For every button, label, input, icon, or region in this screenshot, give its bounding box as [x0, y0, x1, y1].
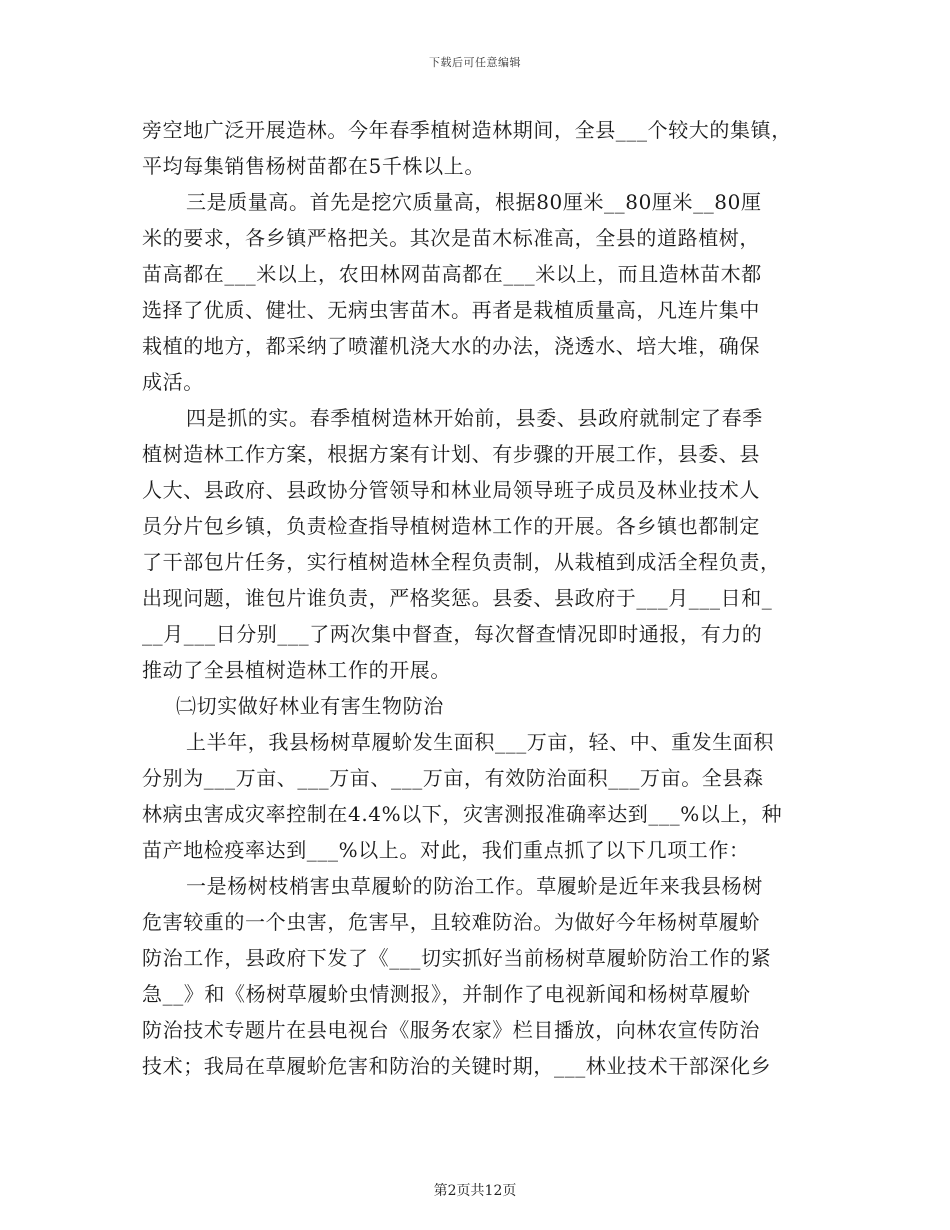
paragraph-line: 了干部包片任务，实行植树造林全程负责制，从栽植到成活全程负责， — [142, 550, 781, 574]
paragraph-line: 平均每集销售杨树苗都在5千株以上。 — [142, 154, 485, 178]
paragraph-line: 三是质量高。首先是挖穴质量高，根据80厘米__80厘米__80厘 — [186, 190, 762, 214]
paragraph-line: 米的要求，各乡镇严格把关。其次是苗木标准高，全县的道路植树， — [142, 226, 760, 250]
paragraph-line: 员分片包乡镇，负责检查指导植树造林工作的开展。各乡镇也都制定 — [142, 514, 760, 538]
section-heading: ㈡切实做好林业有害生物防治 — [176, 694, 444, 718]
paragraph-line: 苗产地检疫率达到___%以上。对此，我们重点抓了以下几项工作： — [142, 838, 750, 862]
page-number: 第2页共12页 — [433, 1183, 517, 1199]
paragraph-line: 技术；我局在草履蚧危害和防治的关键时期，___林业技术干部深化乡 — [142, 1054, 772, 1078]
paragraph-line: 推动了全县植树造林工作的开展。 — [142, 658, 451, 682]
page-header: 下载后可任意编辑 — [429, 56, 521, 69]
paragraph-line: 分别为___万亩、___万亩、___万亩，有效防治面积___万亩。全县森 — [142, 766, 764, 790]
paragraph-line: 选择了优质、健壮、无病虫害苗木。再者是栽植质量高，凡连片集中 — [142, 298, 760, 322]
paragraph-line: 植树造林工作方案，根据方案有计划、有步骤的开展工作，县委、县 — [142, 442, 760, 466]
paragraph-line: 栽植的地方，都采纳了喷灌机浇大水的办法，浇透水、培大堆，确保 — [142, 334, 760, 358]
paragraph-line: 上半年，我县杨树草履蚧发生面积___万亩，轻、中、重发生面积 — [186, 730, 774, 754]
paragraph-line: 防治工作，县政府下发了《___切实抓好当前杨树草履蚧防治工作的紧 — [142, 946, 772, 970]
document-body — [142, 112, 814, 1084]
paragraph-line: 急__》和《杨树草履蚧虫情测报》，并制作了电视新闻和杨树草履蚧 — [142, 982, 751, 1006]
paragraph-line: 林病虫害成灾率控制在4.4%以下，灾害测报准确率达到___%以上，种 — [142, 802, 783, 826]
paragraph-line: 危害较重的一个虫害，危害早，且较难防治。为做好今年杨树草履蚧 — [142, 910, 760, 934]
paragraph-line: 出现问题，谁包片谁负责，严格奖惩。县委、县政府于___月___日和_ — [142, 586, 773, 610]
paragraph-line: __月___日分别___了两次集中督查，每次督查情况即时通报，有力的 — [142, 622, 763, 646]
paragraph-line: 人大、县政府、县政协分管领导和林业局领导班子成员及林业技术人 — [142, 478, 760, 502]
paragraph-line: 防治技术专题片在县电视台《服务农家》栏目播放，向林农宣传防治 — [142, 1018, 760, 1042]
paragraph-line: 四是抓的实。春季植树造林开始前，县委、县政府就制定了春季 — [186, 406, 763, 430]
paragraph-line: 成活。 — [142, 370, 204, 394]
paragraph-line: 苗高都在___米以上，农田林网苗高都在___米以上，而且造林苗木都 — [142, 262, 762, 286]
paragraph-line: 一是杨树枝梢害虫草履蚧的防治工作。草履蚧是近年来我县杨树 — [186, 874, 763, 898]
paragraph-line: 旁空地广泛开展造林。今年春季植树造林期间，全县___个较大的集镇， — [142, 118, 792, 142]
